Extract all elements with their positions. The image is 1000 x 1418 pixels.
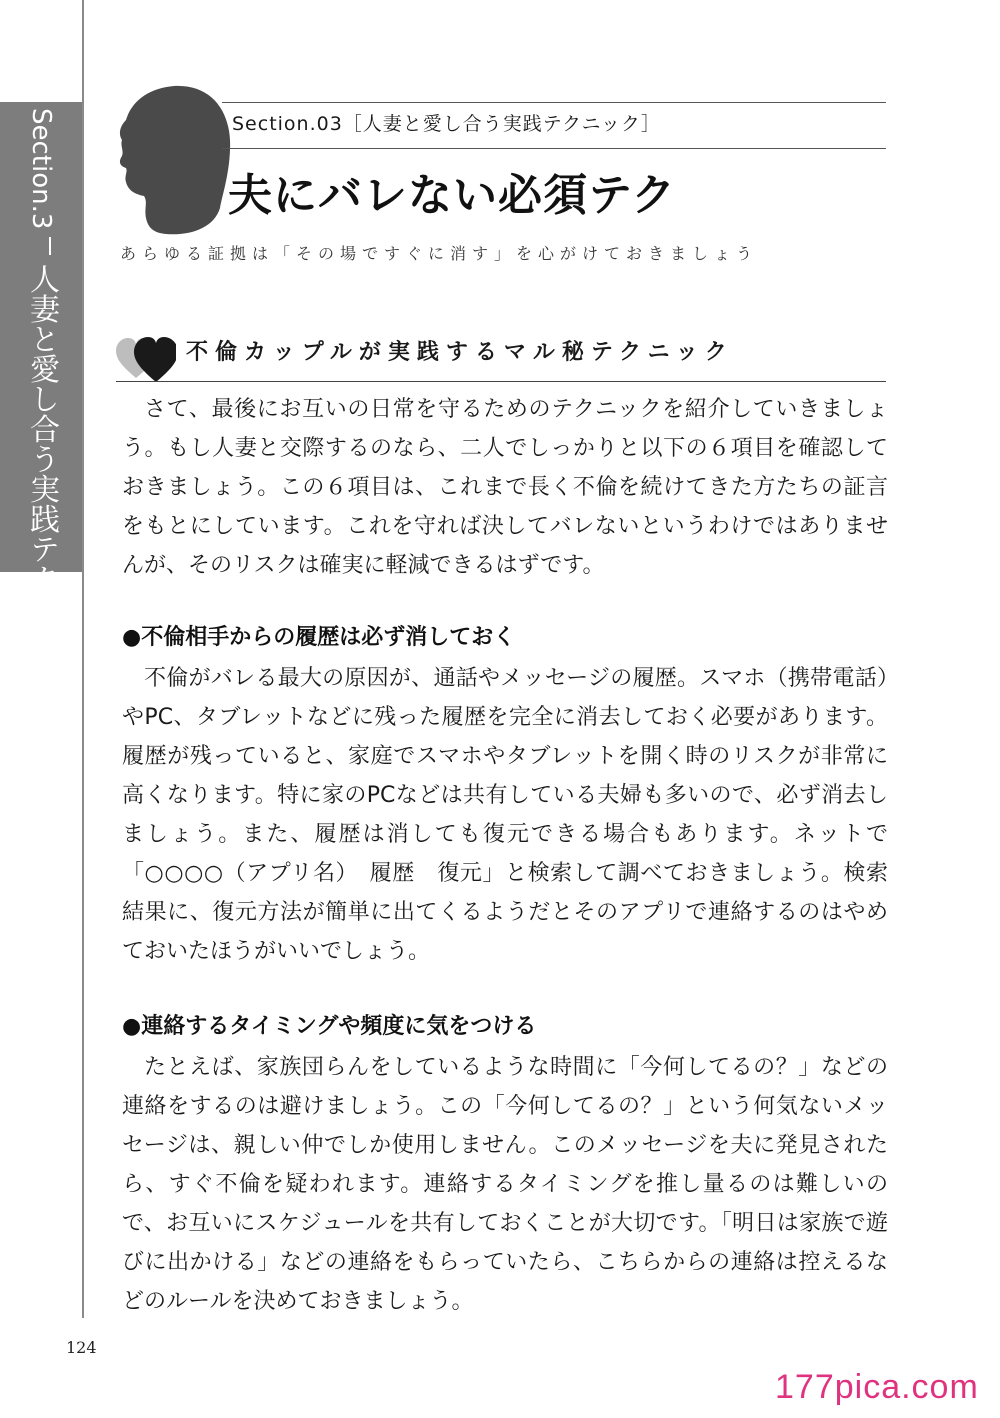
tip-body-2: たとえば、家族団らんをしているような時間に「今何してるの？」などの連絡をするのは避けましょう。この「今何してるの？」という何気ないメッセージは、親しい仲でしか使用しません。このメッセージを夫に発見されたら、すぐ不倫を疑われます。連絡するタイミングを推し量るのは難しいので、お互いにスケジュールを共有しておくことが大切です。「明日は家族で遊びに出かける」などの連絡をもらっていたら、こちらからの連絡は控えるなどのルールを決めておきましょう。 <box>122 1055 888 1314</box>
subheading: 不倫カップルが実践するマル秘テクニック <box>186 340 734 365</box>
tip-heading-1: ●不倫相手からの履歴は必ず消しておく <box>122 625 516 650</box>
side-tab-title: 人妻と愛し合う実践テクニック <box>24 263 59 684</box>
watermark: 177pica.com <box>775 1368 979 1406</box>
side-tab-separator <box>49 237 51 255</box>
page-number: 124 <box>66 1338 97 1357</box>
side-tab-text <box>0 102 82 684</box>
tip-body-1: 不倫がバレる最大の原因が、通話やメッセージの履歴。スマホ（携帯電話）やPC、タブレットなどに残った履歴を完全に消去しておく必要があります。履歴が残っていると、家庭でスマホやタブレットを開く時のリスクが非常に高くなります。特に家のPCなどは共有している夫婦も多いので、必ず消去しましょう。また、履歴は消しても復元できる場合もあります。ネットで「○○○○（アプリ名） 履歴 復元」と検索して調べておきましょう。検索結果に、復元方法が簡単に出てくるようだとそのアプリで連絡するのはやめておいたほうがいいでしょう。 <box>122 666 888 964</box>
tip-heading-2: ●連絡するタイミングや頻度に気をつける <box>122 1014 537 1039</box>
double-heart-icon <box>116 334 176 384</box>
header-top-rule <box>222 102 886 103</box>
header-mid-rule <box>222 148 886 149</box>
woman-silhouette-icon <box>104 78 234 238</box>
intro-paragraph: さて、最後にお互いの日常を守るためのテクニックを紹介していきましょう。もし人妻と交際するのなら、二人でしっかりと以下の６項目を確認しておきましょう。この６項目は、これまで長く不倫を続けてきた方たちの証言をもとにしています。これを守れば決してバレないというわけではありませんが、そのリスクは確実に軽減できるはずです。 <box>122 397 888 578</box>
lead-text: あらゆる証拠は「その場ですぐに消す」を心がけておきましょう <box>120 244 759 263</box>
section-side-tab <box>0 102 82 684</box>
side-tab-section: Section.3 <box>26 108 56 230</box>
margin-rule <box>82 0 84 1318</box>
subheading-rule <box>116 381 886 382</box>
page-title: 夫にバレない必須テク <box>228 170 677 221</box>
section-label: Section.03［人妻と愛し合う実践テクニック］ <box>232 113 661 135</box>
